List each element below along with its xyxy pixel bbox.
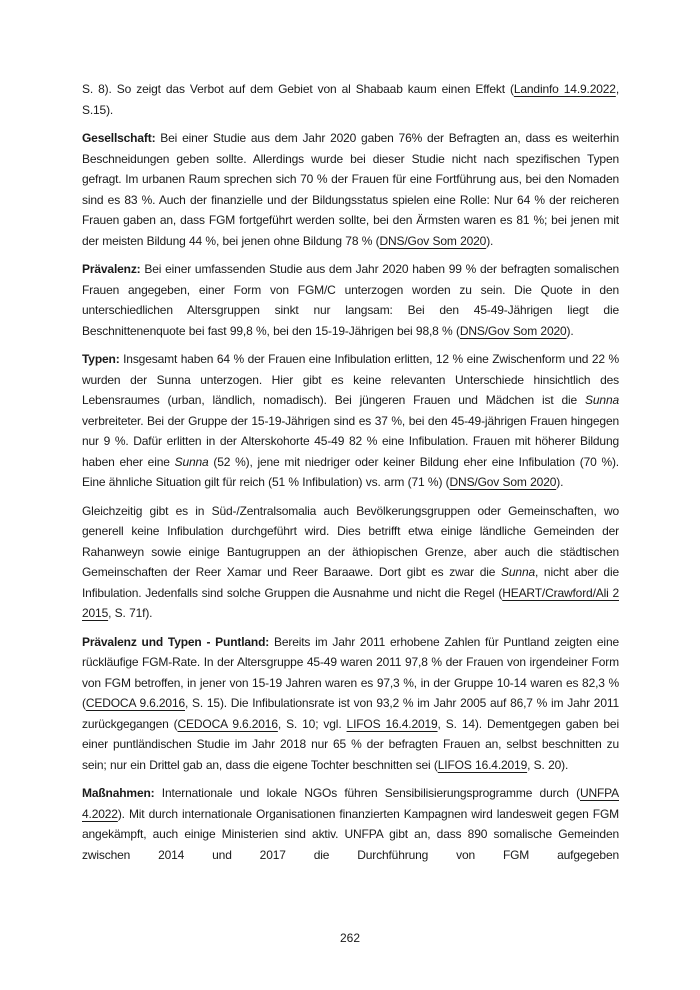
text-run: S. 8). So zeigt das Verbot auf dem Gebiet von al Shabaab kaum einen Effekt (: [82, 82, 514, 96]
citation-link[interactable]: HEART/Crawford/Ali 2 2015: [82, 585, 619, 620]
citation-link[interactable]: DNS/Gov Som 2020: [379, 233, 487, 248]
citation-link[interactable]: LIFOS 16.4.2019: [437, 757, 528, 772]
text-run: Bei einer Studie aus dem Jahr 2020 gaben 76% der Befragten an, dass es weiterhin Beschneidungen geben sollte. Allerdings wurde bei dieser Studie nicht nach spezifischen Typen gefragt. Im urbanen Raum sprechen sich 70 % der Frauen für eine Fortführung aus, bei den Nomaden sind es 83 %. Auch der finanzielle und der Bildungsstatus spielen eine Rolle: Nur 64 % der reicheren Frauen gaben an, dass FGM fortgeführt werden sollte, bei den Ärmsten waren es 81 %; bei jenen mit der meisten Bildung 44 %, bei jenen ohne Bildung 78 % (: [82, 131, 619, 248]
paragraph-praevalenz-puntland: [82, 632, 619, 776]
paragraph-gesellschaft: [82, 128, 619, 251]
paragraph-typen: [82, 349, 619, 493]
text-run: , S. 15). Die Infibulationsrate ist von 93,2 % im Jahr 2005 auf 86,7 % im Jahr 2011 zurückgegangen (: [82, 696, 619, 731]
text-run: , S. 14). Dementgegen gaben bei einer puntländischen Studie im Jahr 2018 nur 65 % der befragten Frauen an, selbst beschnitten zu sein; nur ein Drittel gab an, dass die eigene Tochter beschnitten sei (: [82, 716, 619, 772]
paragraph-label: Prävalenz und Typen - Puntland:: [82, 634, 270, 649]
page-footer: [0, 930, 700, 946]
text-block: [82, 79, 619, 873]
text-run: Bereits im Jahr 2011 erhobene Zahlen für Puntland zeigten eine rückläufige FGM-Rate. In der Altersgruppe 45-49 waren 2011 97,8 % der Frauen von irgendeiner Form von FGM betroffen, in jener von 15-19 Jahren waren es 97,3 %, in der Gruppe 10-14 waren es 82,3 % (: [82, 634, 619, 710]
italic-term: Sunna: [174, 454, 209, 469]
citation-link[interactable]: DNS/Gov Som 2020: [459, 323, 567, 338]
text-run: Bei einer umfassenden Studie aus dem Jahr 2020 haben 99 % der befragten somalischen Frauen angegeben, einer Form von FGM/C unterzogen worden zu sein. Die Quote in den unterschiedlichen Altersgruppen sinkt nur langsam: Bei den 45-49-Jährigen liegt die Beschnittenenquote bei fast 99,8 %, bei den 15-19-Jährigen bei 98,8 % (: [82, 262, 619, 338]
italic-term: Sunna: [501, 565, 535, 579]
citation-link[interactable]: CEDOCA 9.6.2016: [177, 716, 278, 731]
citation-link[interactable]: DNS/Gov Som 2020: [449, 475, 557, 489]
text-run: Insgesamt haben 64 % der Frauen eine Infibulation erlitten, 12 % eine Zwischenform und 22 % wurden der Sunna unterzogen. Hier gibt es keine relevanten Unterschiede hinsichtlich des Lebensraumes (urban, ländlich, nomadisch). Bei jüngeren Frauen und Mädchen ist die: [82, 352, 619, 407]
text-run: ).: [566, 323, 574, 338]
text-run: Gleichzeitig gibt es in Süd-/Zentralsomalia auch Bevölkerungsgruppen oder Gemeinschaften, wo generell keine Infibulation durchgeführt wird. Dies betrifft etwa einige ländliche Gemeinden der Rahanweyn sowie einige Bantugruppen an der äthiopischen Grenze, aber auch die städtischen Gemeinschaften der Reer Xamar und Reer Baraawe. Dort gibt es zwar die: [82, 503, 619, 579]
paragraph-continuation-verbot: [82, 79, 619, 120]
paragraph-label: Maßnahmen:: [82, 786, 155, 800]
text-run: , nicht aber die Infibulation. Jedenfalls sind solche Gruppen die Ausnahme und nicht die Regel (: [82, 565, 619, 600]
paragraph-label: Gesellschaft:: [82, 131, 156, 145]
text-run: , S. 20).: [527, 757, 569, 772]
italic-term: Sunna: [585, 393, 619, 407]
text-run: , S. 71f).: [108, 606, 153, 620]
paragraph-massnahmen: [82, 783, 619, 865]
text-run: Internationale und lokale NGOs führen Sensibilisierungsprogramme durch (: [154, 786, 580, 800]
text-run: ).: [486, 233, 494, 248]
citation-link[interactable]: LIFOS 16.4.2019: [346, 716, 438, 731]
text-run: ).: [556, 475, 564, 489]
citation-link[interactable]: UNFPA 4.2022: [82, 786, 619, 821]
paragraph-label: Prävalenz:: [82, 262, 141, 276]
text-run: ). Mit durch internationale Organisationen finanzierten Kampagnen wird landesweit gegen FGM angekämpft, auch einige Ministerien sind aktiv. UNFPA gibt an, dass 890 somalische Gemeinden zwischen 2014 und 2017 die Durchführung von FGM aufgegeben: [82, 806, 619, 862]
paragraph-gemeinschaften: [82, 501, 619, 624]
page-number: 262: [339, 931, 361, 945]
text-run: (52 %), jene mit niedriger oder keiner Bildung eher eine Infibulation (70 %). Eine ähnliche Situation gilt für reich (51 % Infibulation) vs. arm (71 %) (: [82, 454, 619, 489]
citation-link[interactable]: CEDOCA 9.6.2016: [85, 696, 185, 710]
paragraph-praevalenz: [82, 259, 619, 341]
text-run: verbreiteter. Bei der Gruppe der 15-19-Jährigen sind es 37 %, bei den 45-49-jährigen Frauen hingegen nur 9 %. Dafür erlitten in der Alterskohorte 45-49 82 % eine Infibulation. Frauen mit höherer Bildung haben eher eine: [82, 413, 619, 469]
text-run: , S.15).: [82, 82, 619, 117]
paragraph-label: Typen:: [82, 352, 120, 366]
text-run: , S. 10; vgl.: [277, 716, 347, 731]
citation-link[interactable]: Landinfo 14.9.2022: [513, 82, 616, 96]
